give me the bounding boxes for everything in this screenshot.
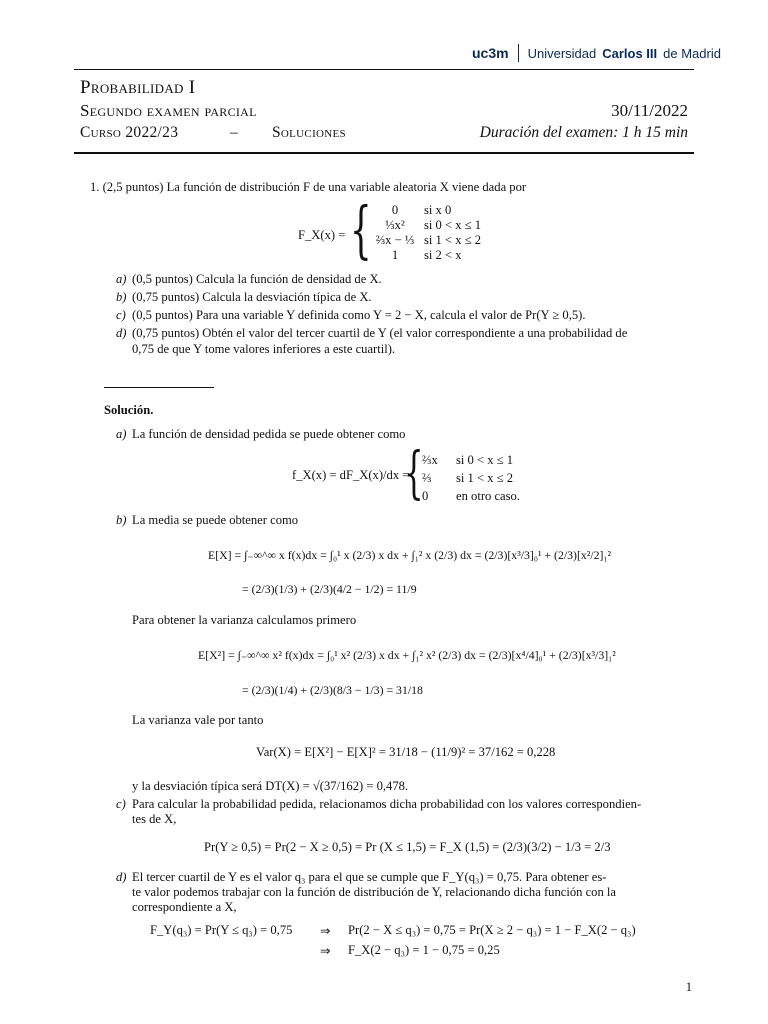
probability-eq: Pr(Y ≥ 0,5) = Pr(2 − X ≥ 0,5) = Pr (X ≤ 1,5) = F_X (1,5) = (2/3)(3/2) − 1/3 = 2/3 xyxy=(204,840,611,854)
header-course-row xyxy=(80,124,688,146)
solution-c-text2: tes de X, xyxy=(132,812,177,826)
density-brace: { xyxy=(404,441,424,506)
variance-text: La varianza vale por tanto xyxy=(132,713,264,727)
density-case-3: 0 en otro caso. xyxy=(422,489,520,503)
exam-duration: Duración del examen: 1 h 15 min xyxy=(479,124,688,141)
variance-intro: Para obtener la varianza calculamos primero xyxy=(132,613,357,627)
cdf-case-3: ⅔x − ⅓ si 1 < x ≤ 2 xyxy=(375,233,482,247)
variance-eq: Var(X) = E[X²] − E[X]² = 31/18 − (11/9)² = 37/162 = 0,228 xyxy=(256,745,556,759)
exam-date: 30/11/2022 xyxy=(611,101,688,120)
mean-eq-line2: = (2/3)(1/3) + (2/3)(4/2 − 1/2) = 11/9 xyxy=(242,582,417,596)
solution-c-text1: c) Para calcular la probabilidad pedida, relacionamos dicha probabilidad con los valores correspondien- xyxy=(116,797,642,811)
logo-uc3m: uc3m xyxy=(472,45,509,61)
quartile-arrow-1: ⇒ xyxy=(320,924,331,938)
solution-heading: Solución. xyxy=(104,403,154,417)
logo-separator xyxy=(518,44,519,62)
header-subtitle-row xyxy=(80,101,688,123)
cdf-cases xyxy=(366,203,481,263)
quartile-eq1-right: Pr(2 − X ≤ q₃) = 0,75 = Pr(X ≥ 2 − q₃) = 1 − F_X(2 − q₃) xyxy=(348,923,636,937)
problem-item-a: a) (0,5 puntos) Calcula la función de densidad de X. xyxy=(116,272,382,286)
cdf-case-2: ⅓x² si 0 < x ≤ 1 xyxy=(385,218,482,232)
solution-d-text1: d) El tercer cuartil de Y es el valor q₃ para el que se cumple que F_Y(q₃) = 0,75. Para obtener es- xyxy=(116,870,607,884)
cdf-case-1: 0 si x 0 xyxy=(391,203,452,217)
problem-item-d-cont: 0,75 de que Y tome valores inferiores a este cuartil). xyxy=(132,342,396,356)
page-title: Probabilidad I xyxy=(80,77,196,98)
quartile-eq2-right: F_X(2 − q₃) = 1 − 0,75 = 0,25 xyxy=(348,943,500,957)
solutions-label: Soluciones xyxy=(272,124,346,141)
header-title-row xyxy=(80,77,688,101)
solution-d-text2: te valor podemos trabajar con la función de distribución de Y, relacionando dicha función con la xyxy=(132,885,616,899)
solution-b-text: b) La media se puede obtener como xyxy=(116,513,299,527)
density-cases xyxy=(422,451,520,505)
std-dev-text: y la desviación típica será DT(X) = √(37/162) = 0,478. xyxy=(132,779,409,793)
ex2-eq-line1: E[X²] = ∫₋∞^∞ x² f(x)dx = ∫₀¹ x² (2/3) x dx + ∫₁² x² (2/3) dx = (2/3)[x⁴/4]₀¹ + (2/3)[x³/3]₁² xyxy=(198,648,616,662)
problem-item-d: d) (0,75 puntos) Obtén el valor del tercer cuartil de Y (el valor correspondiente a una probabilidad de xyxy=(116,326,628,340)
header-rule-bottom xyxy=(74,152,694,154)
quartile-arrow-2: ⇒ xyxy=(320,944,331,958)
cdf-case-4: 1 si 2 < x xyxy=(391,248,462,262)
mean-eq-line1: E[X] = ∫₋∞^∞ x f(x)dx = ∫₀¹ x (2/3) x dx + ∫₁² x (2/3) dx = (2/3)[x³/3]₀¹ + (2/3)[x²/2]₁² xyxy=(208,548,612,562)
solution-a-text: a) La función de densidad pedida se puede obtener como xyxy=(116,427,406,441)
problem-item-c: c) (0,5 puntos) Para una variable Y definida como Y = 2 − X, calcula el valor de Pr(Y ≥ 0,5). xyxy=(116,308,586,322)
logo-madrid: de Madrid xyxy=(663,45,721,61)
cdf-lhs: F_X(x) = xyxy=(298,228,346,242)
problem-item-b: b) (0,75 puntos) Calcula la desviación típica de X. xyxy=(116,290,372,304)
university-logo xyxy=(472,44,721,62)
density-case-2: ⅔ si 1 < x ≤ 2 xyxy=(422,471,514,485)
density-lhs: f_X(x) = dF_X(x)/dx = xyxy=(292,468,410,482)
logo-carlos: Carlos III xyxy=(602,45,658,61)
density-case-1: ⅔x si 0 < x ≤ 1 xyxy=(422,453,514,467)
quartile-eq1-left: F_Y(q₃) = Pr(Y ≤ q₃) = 0,75 xyxy=(150,923,293,937)
ex2-eq-line2: = (2/3)(1/4) + (2/3)(8/3 − 1/3) = 31/18 xyxy=(242,683,423,697)
course-dash: – xyxy=(230,124,238,141)
problem-intro: 1. (2,5 puntos) La función de distribución F de una variable aleatoria X viene dada por xyxy=(90,180,527,194)
exam-subtitle: Segundo examen parcial xyxy=(80,101,257,120)
page-number: 1 xyxy=(685,980,692,994)
solution-d-text3: correspondiente a X, xyxy=(132,900,237,914)
footnote-rule xyxy=(104,387,214,388)
logo-universidad: Universidad xyxy=(527,45,597,61)
header-rule-top xyxy=(74,69,694,70)
course-label: Curso 2022/23 xyxy=(80,124,179,141)
cdf-brace: { xyxy=(350,193,372,266)
